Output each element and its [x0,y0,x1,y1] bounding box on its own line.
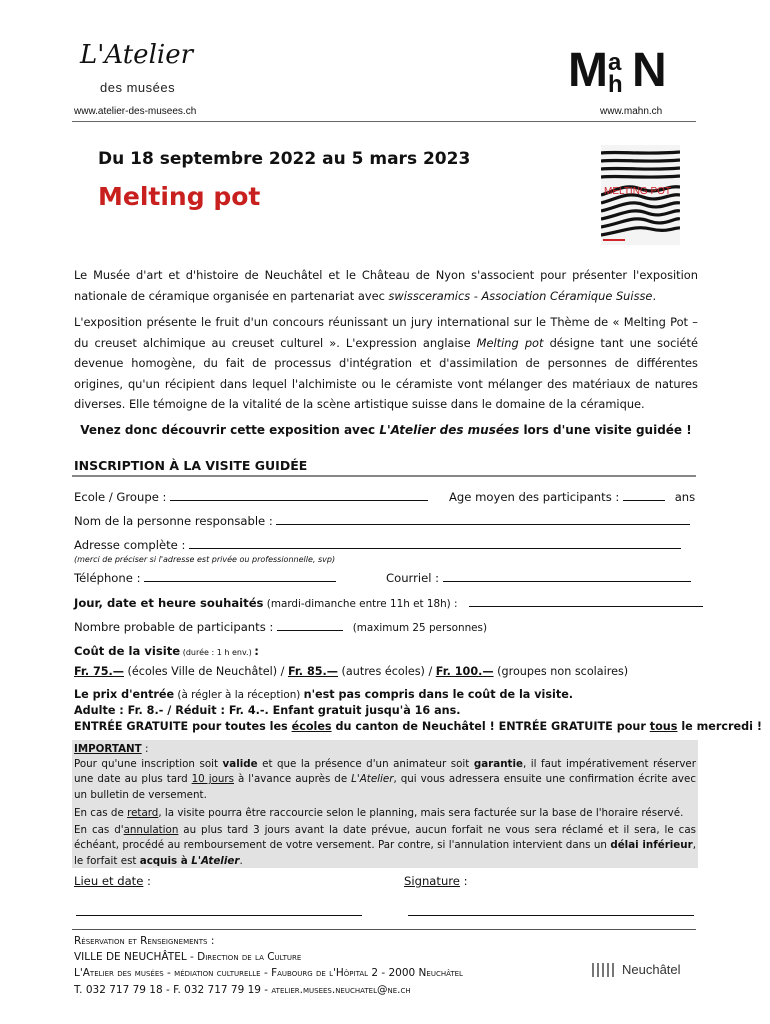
adresse-input[interactable] [189,538,681,549]
tarifs-row: Adulte : Fr. 8.- / Réduit : Fr. 4.-. Enfant gratuit jusqu'à 16 ans. [74,704,461,717]
ecole-row [74,490,428,504]
age-label: Age moyen des participants : [449,490,620,504]
cout-row: Coût de la visite (durée : 1 h env.) : [74,644,259,658]
adresse-note: (merci de préciser si l'adresse est privée ou professionnelle, svp) [74,555,336,564]
price-1: Fr. 75.— [74,665,124,678]
mahn-letter-m: M [568,44,608,96]
signature-label: Signature : [404,874,468,888]
mahn-website-link[interactable]: www.mahn.ch [600,106,663,117]
jour-note: (mardi-dimanche entre 11h et 18h) : [263,598,458,610]
nombre-input[interactable] [277,620,343,631]
jour-row [74,596,703,610]
nombre-row [74,620,487,634]
courriel-input[interactable] [443,571,691,582]
telephone-input[interactable] [144,571,336,582]
logo-atelier-sub: des musées [100,80,176,95]
intro-paragraph-1: Le Musée d'art et d'histoire de Neuchâtel et le Château de Nyon s'associent pour présenter l'exposition nationale de céramique organisée en partenariat avec swissceramics - Association Céramique Suisse. [74,268,698,303]
footer-ville: VILLE DE NEUCHÂTEL - Direction de la Culture [74,951,302,963]
telephone-row [74,571,336,585]
courriel-row [386,571,691,585]
form-section-title: INSCRIPTION À LA VISITE GUIDÉE [74,458,308,473]
header-divider [72,121,696,122]
atelier-website-link[interactable]: www.atelier-des-musees.ch [74,106,197,117]
neuchatel-logo-text: Neuchâtel [622,962,681,977]
price-2: Fr. 85.— [287,665,338,678]
mahn-letter-h: h [608,71,623,96]
nom-row [74,514,690,528]
mahn-logo [568,44,693,96]
footer-reservation: Réservation et Renseignements : [74,935,215,947]
nombre-note: (maximum 25 personnes) [352,622,488,634]
mahn-letter-a: a [608,49,622,76]
gratuit-row: ENTRÉE GRATUITE pour toutes les écoles du canton de Neuchâtel ! ENTRÉE GRATUITE pour tous le mercredi ! [74,720,762,733]
signature-line[interactable] [408,915,694,916]
poster-label: MELTING POT [604,186,672,197]
age-input[interactable] [623,490,665,501]
notice-annulation: En cas d'annulation au plus tard 3 jours avant la date prévue, aucun forfait ne vous sera réclamé et il sera, le cas échéant, procédé au remboursement de votre versement. Par contre, si l'annulation intervient dans un délai inférieur, le forfait est acquis à L'Atelier. [74,824,696,867]
atelier-des-musees-logo [80,40,210,102]
notice-validity: Pour qu'une inscription soit valide et que la présence d'un animateur soit garantie, il faut impérativement réserver une date au plus tard 10 jours à l'avance auprès de L'Atelier, qui vous adressera ensuite une confirmation écrite avec un bulletin de versement. [74,758,696,801]
telephone-label: Téléphone : [74,571,141,585]
cout-label: Coût de la visite [74,644,181,658]
nombre-label: Nombre probable de participants : [74,620,274,634]
ecole-label: Ecole / Groupe : [74,490,167,504]
footer-address: L'Atelier des musées - médiation culturelle - Faubourg de l'Hôpital 2 - 2000 Neuchâtel [74,967,463,979]
cout-note: (durée : 1 h env.) [180,648,255,657]
nom-input[interactable] [276,514,690,525]
age-unit: ans [674,490,696,504]
logo-atelier-script: L'Atelier [80,40,194,70]
invitation-line: Venez donc découvrir cette exposition avec L'Atelier des musées lors d'une visite guidée ! [80,423,692,437]
price-3: Fr. 100.— [435,665,494,678]
footer-contact: T. 032 717 79 18 - F. 032 717 79 19 - atelier.musees.neuchatel@ne.ch [74,984,411,996]
age-row [449,490,695,504]
courriel-label: Courriel : [386,571,440,585]
prices-row: Fr. 75.— (écoles Ville de Neuchâtel) / Fr. 85.— (autres écoles) / Fr. 100.— (groupes non scolaires) [74,665,629,678]
ecole-input[interactable] [170,490,428,501]
section-divider [72,475,696,477]
lieu-date-label: Lieu et date : [74,874,151,888]
event-title: Melting pot [98,182,261,211]
entree-row: Le prix d'entrée (à régler à la réception) n'est pas compris dans le coût de la visite. [74,688,574,701]
exhibition-poster-image [601,145,680,245]
adresse-row [74,538,681,552]
neuchatel-logo [590,960,700,980]
nom-label: Nom de la personne responsable : [74,514,273,528]
important-heading: IMPORTANT : [74,743,149,755]
footer-divider [72,929,696,930]
important-notice-box [72,740,698,868]
notice-retard: En cas de retard, la visite pourra être raccourcie selon le planning, mais sera facturée sur la base de l'horaire réservé. [74,807,684,819]
intro-paragraph-2: L'exposition présente le fruit d'un concours réunissant un jury international sur le Thème de « Melting Pot – du creuset alchimique au creuset culturel ». L'expression anglaise Melting pot désigne tant une société devenue homogène, du fait de processus d'intégration et d'assimilation de personnes de différentes origines, qu'un récipient dans lequel l'alchimiste ou le céramiste vont mélanger des matériaux de natures diverses. Elle témoigne de la vitalité de la scène artistique suisse dans le domaine de la céramique. [74,315,698,411]
jour-label: Jour, date et heure souhaités [74,596,264,610]
event-dates: Du 18 septembre 2022 au 5 mars 2023 [98,149,471,169]
mahn-letter-n: N [632,44,667,96]
lieu-date-line[interactable] [76,915,362,916]
adresse-label: Adresse complète : [74,538,186,552]
jour-input[interactable] [469,596,703,607]
neuchatel-emblem-icon [590,960,620,980]
